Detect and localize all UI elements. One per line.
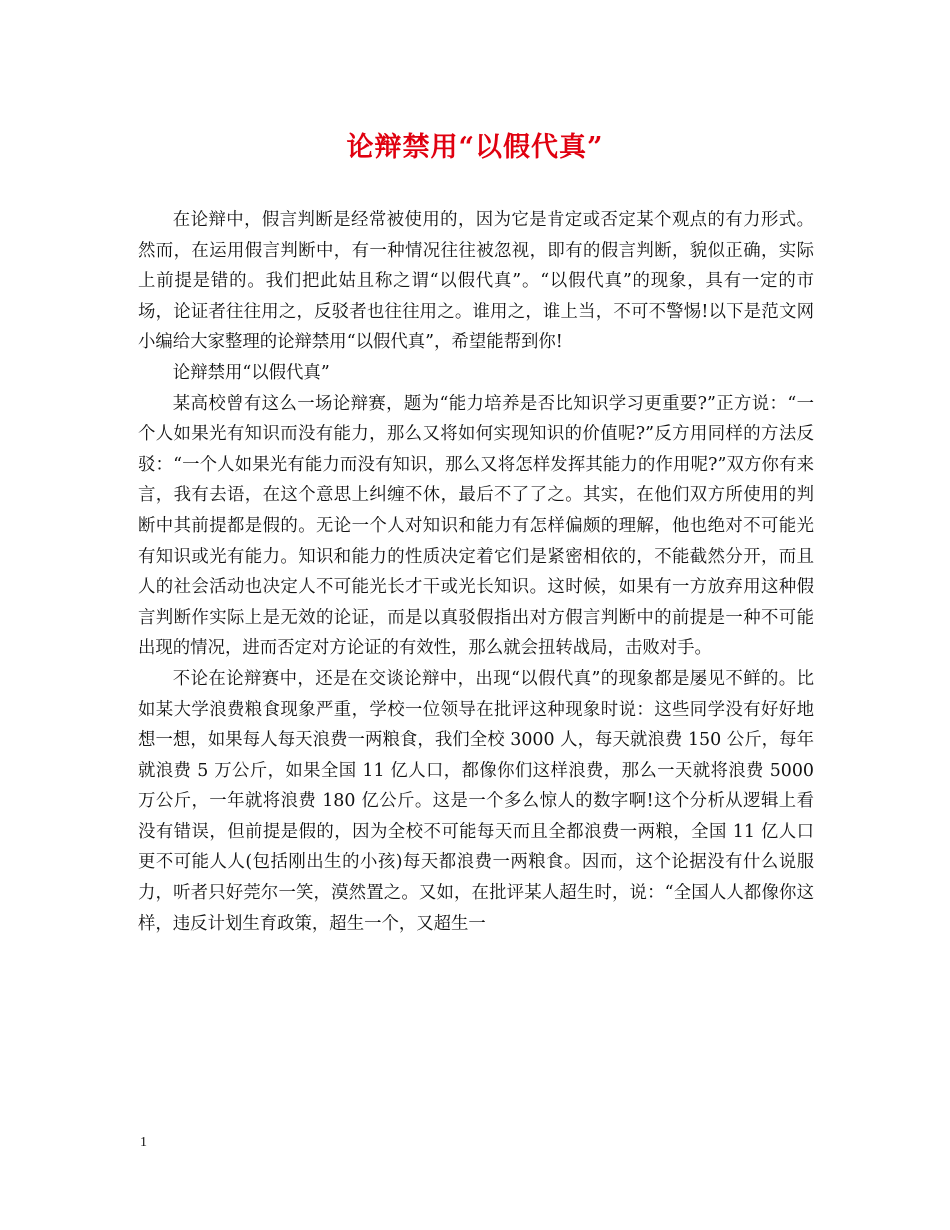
subheading-paragraph: 论辩禁用“以假代真” bbox=[172, 362, 330, 383]
intro-paragraph: 在论辩中，假言判断是经常被使用的，因为它是肯定或否定某个观点的有力形式。然而，在运用假言判断中，有一种情况往往被忽视，即有的假言判断，貌似正确，实际上前提是错的。我们把此姑且称之谓“以假代真”。“以假代真”的现象，具有一定的市场，论证者往往用之，反驳者也往往用之。谁用之，谁上当，不可不警惕!以下是范文网小编给大家整理的论辩禁用“以假代真”，希望能帮到你! bbox=[138, 210, 814, 353]
document-body bbox=[138, 205, 814, 939]
page-number: 1 bbox=[140, 1135, 147, 1150]
debate-example-paragraph: 某高校曾有这么一场论辩赛，题为“能力培养是否比知识学习更重要?”正方说：“一个人如果光有知识而没有能力，那么又将如何实现知识的价值呢?”反方用同样的方法反驳：“一个人如果光有能力而没有知识，那么又将怎样发挥其能力的作用呢?”双方你有来言，我有去语，在这个意思上纠缠不休，最后不了了之。其实，在他们双方所使用的判断中其前提都是假的。无论一个人对知识和能力有怎样偏颇的理解，他也绝对不可能光有知识或光有能力。知识和能力的性质决定着它们是紧密相依的，不能截然分开，而且人的社会活动也决定人不可能光长才干或光长知识。这时候，如果有一方放弃用这种假言判断作实际上是无效的论证，而是以真驳假指出对方假言判断中的前提是一种不可能出现的情况，进而否定对方论证的有效性，那么就会扭转战局，击败对手。 bbox=[138, 393, 814, 659]
waste-example-paragraph: 不论在论辩赛中，还是在交谈论辩中，出现“以假代真”的现象都是屡见不鲜的。比如某大学浪费粮食现象严重，学校一位领导在批评这种现象时说：这些同学没有好好地想一想，如果每人每天浪费一两粮食，我们全校 3000 人，每天就浪费 150 公斤，每年就浪费 5 万公斤，如果全国 11 亿人口，都像你们这样浪费，那么一天就将浪费 5000 万公斤，一年就将浪费 180 亿公斤。这是一个多么惊人的数字啊!这个分析从逻辑上看没有错误，但前提是假的，因为全校不可能每天而且全都浪费一两粮，全国 11 亿人口更不可能人人(包括刚出生的小孩)每天都浪费一两粮食。因而，这个论据没有什么说服力，听者只好莞尔一笑，漠然置之。又如，在批评某人超生时，说：“全国人人都像你这样，违反计划生育政策，超生一个，又超生一 bbox=[138, 668, 814, 934]
document-title: 论辩禁用“以假代真” bbox=[346, 132, 604, 163]
